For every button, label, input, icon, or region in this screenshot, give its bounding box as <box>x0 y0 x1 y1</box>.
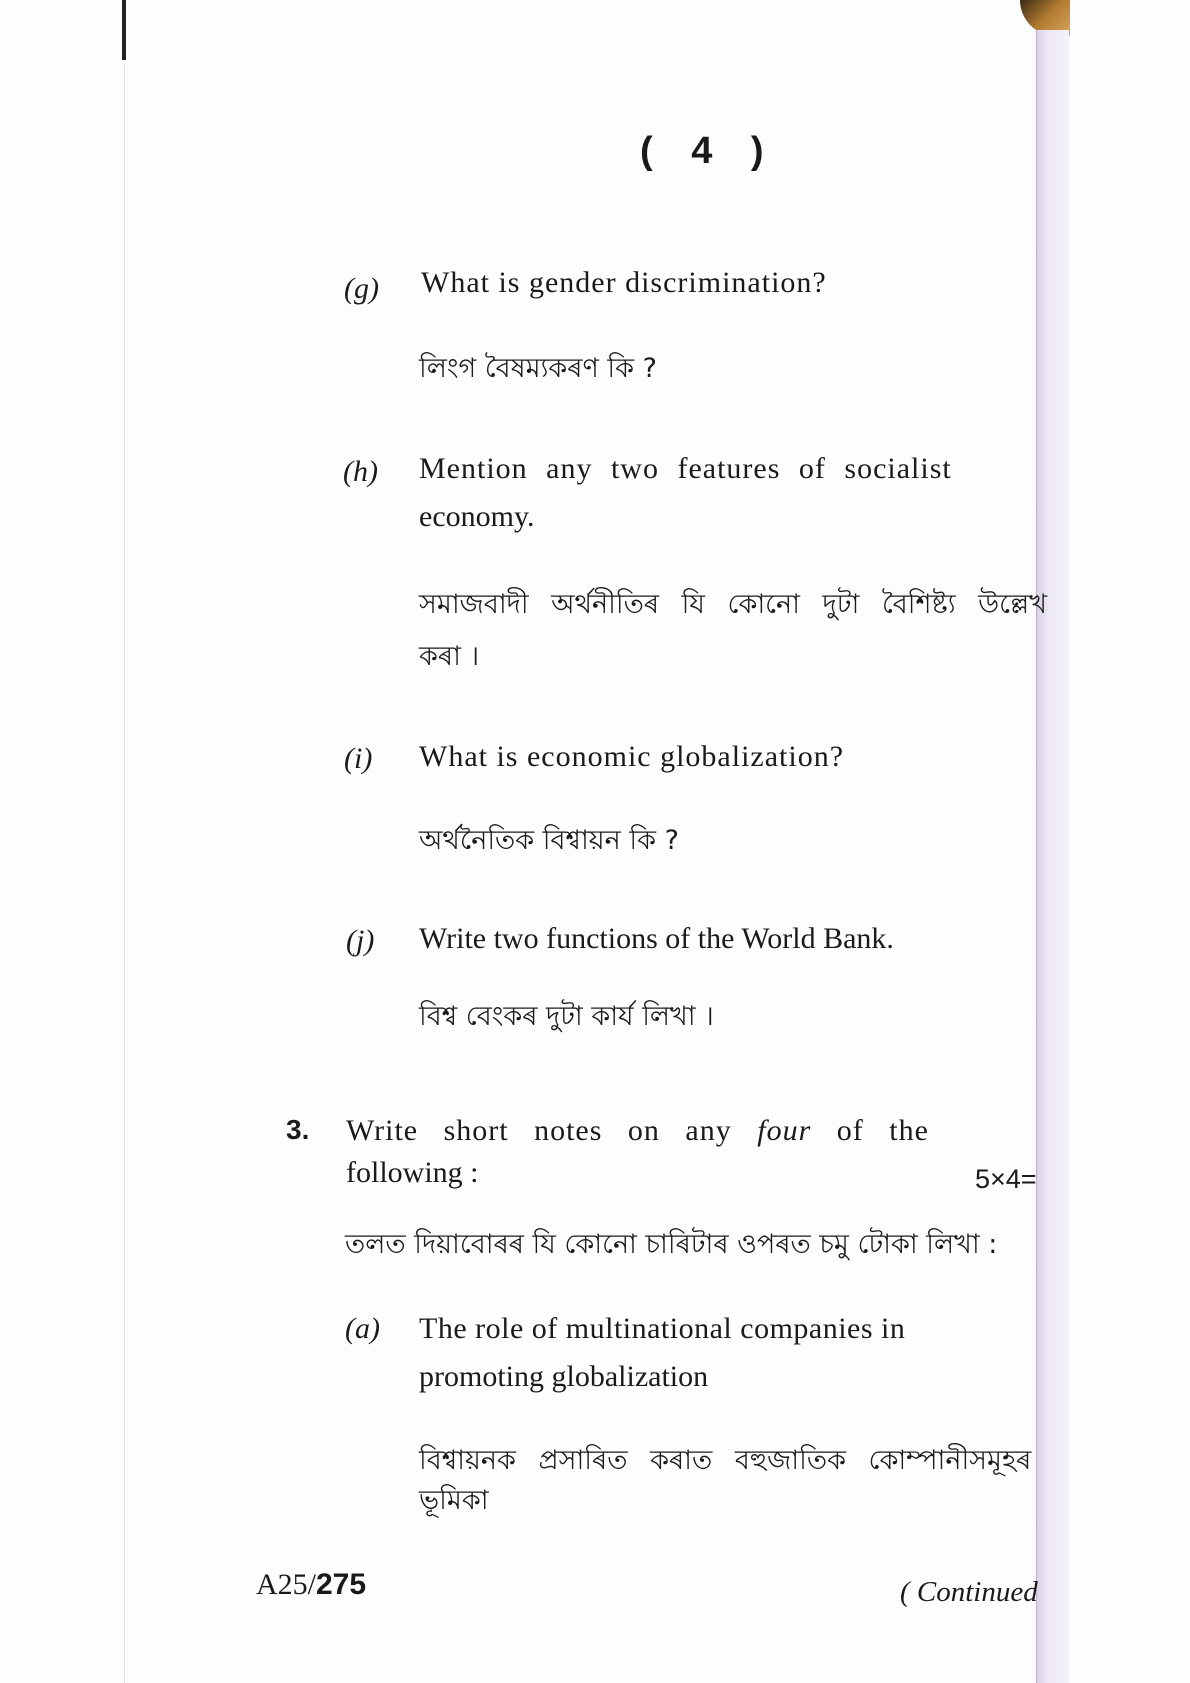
question-g-label: (g) <box>344 272 379 305</box>
question-3-assamese: তলত দিয়াবোৰৰ যি কোনো চাৰিটাৰ ওপৰত চমু টোকা লিখা : <box>345 1229 998 1260</box>
question-h-label: (h) <box>343 455 378 488</box>
question-i-english: What is economic globalization? <box>419 740 845 773</box>
question-j-assamese: বিশ্ব বেংকৰ দুটা কাৰ্য লিখা । <box>419 1001 714 1032</box>
question-3a-label: (a) <box>345 1312 380 1345</box>
question-h-assamese-line1: সমাজবাদী অৰ্থনীতিৰ যি কোনো দুটা বৈশিষ্ট্য উল্লেখ <box>419 589 1047 620</box>
page-edge-left <box>122 0 126 60</box>
continued-label: ( Continued <box>900 1576 1038 1608</box>
paper-code <box>256 1568 366 1602</box>
paper-code-number: 275 <box>316 1568 367 1601</box>
question-3-line2: following : <box>346 1156 479 1189</box>
page-number: ( 4 ) <box>640 130 778 172</box>
question-h-english-line1: Mention any two features of socialist <box>419 452 952 485</box>
question-3-number: 3. <box>286 1114 310 1145</box>
question-h-assamese-line2: কৰা । <box>419 641 480 672</box>
question-i-label: (i) <box>344 742 373 775</box>
question-j-label: (j) <box>346 924 375 957</box>
question-j-english: Write two functions of the World Bank. <box>419 922 894 955</box>
question-3-marks: 5×4= <box>975 1164 1037 1194</box>
question-3-text: Write short notes on any <box>346 1114 732 1147</box>
page-shadow <box>124 60 125 1683</box>
question-i-assamese: অৰ্থনৈতিক বিশ্বায়ন কি ? <box>419 825 679 856</box>
question-3-emphasis: four <box>757 1114 812 1147</box>
question-g-english: What is gender discrimination? <box>421 266 827 299</box>
question-3-text-end: of the <box>836 1114 929 1147</box>
question-g-assamese: লিংগ বৈষম্যকৰণ কি ? <box>419 353 657 384</box>
next-page-edge <box>1036 30 1069 1683</box>
question-3a-assamese-line2: ভূমিকা <box>419 1485 489 1516</box>
question-3a-english-line2: promoting globalization <box>419 1360 709 1393</box>
question-h-english-line2: economy. <box>419 500 535 533</box>
question-3a-english-line1: The role of multinational companies in <box>419 1312 906 1345</box>
question-3a-assamese-line1: বিশ্বায়নক প্ৰসাৰিত কৰাত বহুজাতিক কোম্পানীসমূহৰ <box>419 1445 1032 1476</box>
paper-code-prefix: A25/ <box>256 1568 316 1601</box>
question-3-line1 <box>346 1114 929 1148</box>
